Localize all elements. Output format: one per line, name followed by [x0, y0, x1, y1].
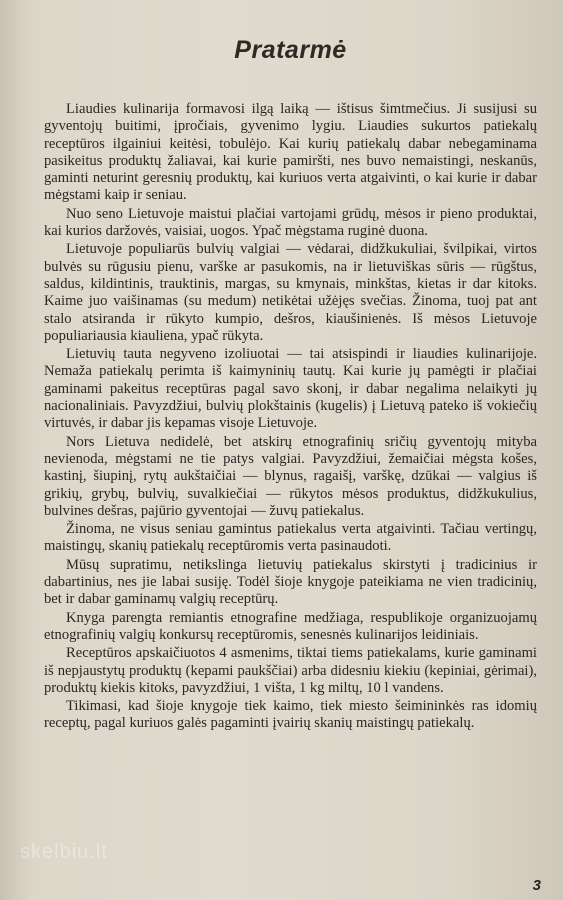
- paragraph: Žinoma, ne visus seniau gamintus patiekalus verta atgaivinti. Tačiau vertingų, maistingų, skanių patiekalų receptūromis verta pasinaudoti.: [44, 521, 537, 555]
- watermark: skelbiu.lt: [20, 841, 108, 863]
- page-title: Pratarmė: [234, 36, 347, 64]
- body-text: [44, 101, 537, 733]
- paragraph: Receptūros apskaičiuotos 4 asmenims, tiktai tiems patiekalams, kurie gaminami iš nepjaustytų produktų (kepami paukščiai) arba didesniu kiekiu (kepiniai, gėrimai), produktų kiekis kitoks, pavyzdžiui, 1 višta, 1 kg miltų, 10 l vandens.: [44, 645, 537, 696]
- paragraph: Knyga parengta remiantis etnografine medžiaga, respublikoje organizuojamų etnografinių valgių konkursų receptūromis, senesnės kulinarijos leidiniais.: [44, 609, 537, 643]
- paragraph: Mūsų supratimu, netikslinga lietuvių patiekalus skirstyti į tradicinius ir dabartinius, nes jie labai susiję. Todėl šioje knygoje pateikiama ne vien tradicinių, bet ir dabar gaminamų valgių receptūrų.: [44, 556, 537, 608]
- paragraph: Tikimasi, kad šioje knygoje tiek kaimo, tiek miesto šeimininkės ras idomių receptų, pagal kuriuos galės pagaminti įvairių skanių maistingų patiekalų.: [44, 698, 537, 732]
- paragraph: Lietuvoje populiarūs bulvių valgiai — vėdarai, didžkukuliai, švilpikai, virtos bulvės su rūgusiu pienu, varške ar pasukomis, na ir lietuviškas sūris — rūgštus, saldus, kildintinis, trauktinis, margas, su kmynais, minkštas, kietas ir dar kitoks. Kaime juo vaišinamas (su medum) netikėtai užėjęs svečias. Žinoma, tuoj pat ant stalo atsiranda ir rūkyto kumpio, dešros, kiaušinienės. Iš mėsos Lietuvoje populiariausia kiauliena, ypač rūkyta.: [44, 241, 537, 344]
- paragraph: Liaudies kulinarija formavosi ilgą laiką — ištisus šimtmečius. Ji susijusi su gyventojų buitimi, įpročiais, gyvenimo lygiu. Liaudies sukurtos patiekalų receptūros ilgainiui keitėsi, tobulėjo. Kai kurių patiekalų dabar nebegaminama pasikeitus produktų žaliavai, kai kurie pamiršti, nes buvo nemaistingi, neskanūs, gaminti neturint geresnių produktų, kai kuriuos verta atgaivinti, o kai kurie ir dabar mėgstami kaip ir seniau.: [44, 101, 537, 204]
- paragraph: Nors Lietuva nedidelė, bet atskirų etnografinių sričių gyventojų mityba nevienoda, mėgstami ne tie patys valgiai. Pavyzdžiui, žemaičiai mėgsta košes, kastinį, šiupinį, rytų aukštaičiai — blynus, ragaišį, varškę, dzūkai — valgius iš grikių, grybų, bulvių, suvalkiečiai — rūkytos mėsos produktus, didžkukulius, bulvines dešras, pajūrio gyventojai — žuvų patiekalus.: [44, 433, 537, 519]
- paragraph: Nuo seno Lietuvoje maistui plačiai vartojami grūdų, mėsos ir pieno produktai, kai kurios daržovės, vaisiai, uogos. Ypač mėgstama ruginė duona.: [44, 205, 537, 240]
- page-number: 3: [532, 877, 541, 894]
- paragraph: Lietuvių tauta negyveno izoliuotai — tai atsispindi ir liaudies kulinarijoje. Nemaža patiekalų perimta iš kaimyninių tautų. Kai kurie jų pamėgti ir plačiai gaminami pakeitus receptūras pagal savo skonį, ir dabar negalima nelaikyti jų nacionaliniais. Pavyzdžiui, bulvių plokštainis (kugelis) į Lietuvą pateko iš vokiečių virtuvės, ir dabar jis kepamas visoje Lietuvoje.: [44, 346, 537, 432]
